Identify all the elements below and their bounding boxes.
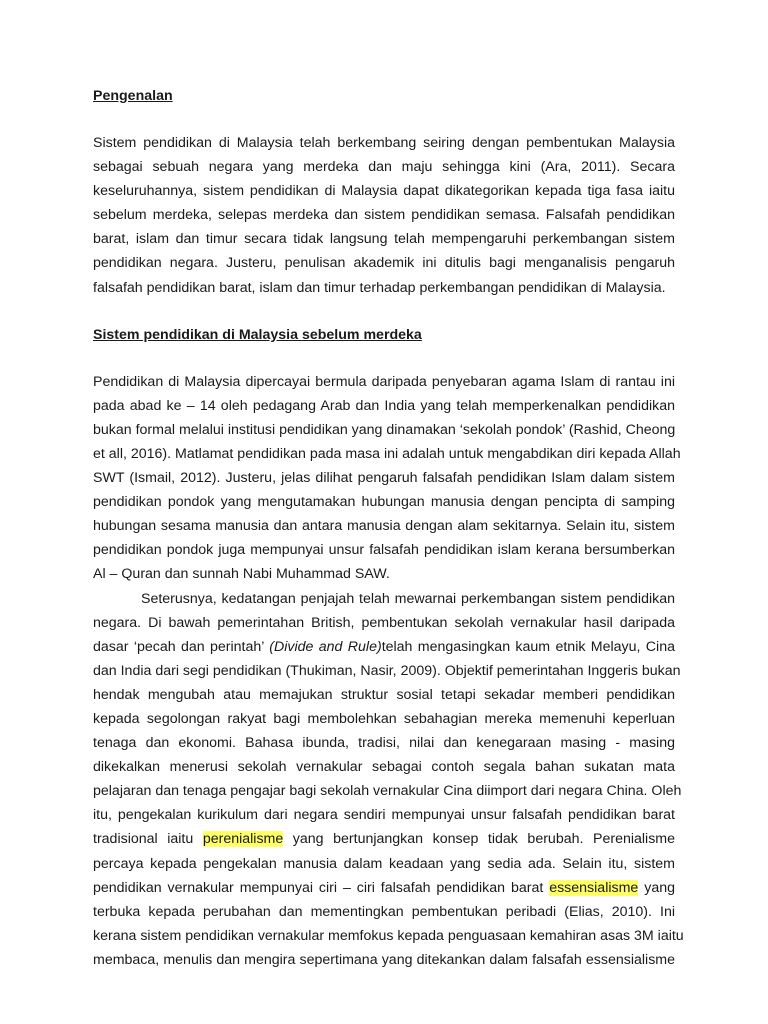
- text-line: Sistem pendidikan di Malaysia telah berkembang seiring dengan pembentukan Malaysia: [93, 135, 675, 151]
- paragraph-pondok: [93, 370, 681, 587]
- text-line: hubungan sesama manusia dan antara manusia dengan alam sekitarnya. Selain itu, sistem: [93, 518, 675, 535]
- paragraph-intro: [93, 131, 675, 300]
- text-line: Seterusnya, kedatangan penjajah telah mewarnai perkembangan sistem pendidikan: [141, 590, 675, 607]
- text-line: sebagai sebuah negara yang merdeka dan maju sehingga kini (Ara, 2011). Secara: [93, 159, 675, 176]
- text-line: terbuka kepada perubahan dan mementingkan pembentukan peribadi (Elias, 2010). Ini: [93, 903, 675, 920]
- text-line: pendidikan pondok juga mempunyai unsur falsafah pendidikan islam kerana bersumberkan: [93, 542, 675, 559]
- text-line: hendak mengubah atau memajukan struktur sosial tetapi sekadar memberi pendidikan: [93, 686, 675, 703]
- text-line: dikekalkan menerusi sekolah vernakular sebagai contoh segala bahan sukatan mata: [93, 759, 675, 776]
- text-line: itu, pengekalan kurikulum dari negara sendiri mempunyai unsur falsafah pendidikan barat: [93, 807, 675, 824]
- text-span: pendidikan vernakular mempunyai ciri – ciri falsafah pendidikan barat: [93, 879, 550, 896]
- text-line: Pendidikan di Malaysia dipercayai bermula daripada penyebaran agama Islam di rantau ini: [93, 373, 675, 390]
- text-line: kerana sistem pendidikan vernakular memfokus kepada penguasaan kemahiran asas 3M iaitu: [93, 927, 684, 944]
- heading-pengenalan: Pengenalan: [93, 88, 173, 104]
- text-line: tenaga dan ekonomi. Bahasa ibunda, tradisi, nilai dan kenegaraan masing - masing: [93, 735, 675, 752]
- text-line: pendidikan pondok yang mengutamakan hubungan manusia dengan pencipta di samping: [93, 494, 675, 511]
- text-span: dasar ‘pecah dan perintah’: [93, 638, 270, 655]
- highlighted-term-essensialisme: essensialisme: [549, 879, 639, 896]
- text-line: SWT (Ismail, 2012). Justeru, jelas dilihat pengaruh falsafah pendidikan Islam dalam sistem: [93, 470, 675, 487]
- text-line: keseluruhannya, sistem pendidikan di Malaysia dapat dikategorikan kepada tiga fasa iaitu: [93, 183, 675, 200]
- text-line: membaca, menulis dan mengira sepertimana yang ditekankan dalam falsafah essensialisme: [93, 951, 675, 968]
- text-span: telah mengasingkan kaum etnik Melayu, Cina: [381, 638, 675, 655]
- text-line: negara. Di bawah pemerintahan British, pembentukan sekolah vernakular hasil daripada: [93, 614, 675, 631]
- text-line: sebelum merdeka, selepas merdeka dan sistem pendidikan semasa. Falsafah pendidikan: [93, 207, 675, 224]
- text-line: barat, islam dan timur secara tidak langsung telah mempengaruhi perkembangan sistem: [93, 231, 675, 248]
- text-line: [93, 876, 675, 900]
- heading-sebelum-merdeka: Sistem pendidikan di Malaysia sebelum merdeka: [93, 326, 422, 343]
- text-line: Al – Quran dan sunnah Nabi Muhammad SAW.: [93, 566, 390, 583]
- text-line: falsafah pendidikan barat, islam dan timur terhadap perkembangan pendidikan di Malaysia.: [93, 279, 666, 296]
- text-span: yang: [638, 879, 675, 896]
- text-line: dan India dari segi pendidikan (Thukiman, Nasir, 2009). Objektif pemerintahan Inggeris bukan: [93, 662, 681, 679]
- text-line: pelajaran dan tenaga pengajar bagi sekolah vernakular Cina diimport dari negara China. Oleh: [93, 783, 682, 800]
- text-line: pada abad ke – 14 oleh pedagang Arab dan India yang telah memperkenalkan pendidikan: [93, 397, 675, 414]
- text-span: yang bertunjangkan konsep tidak berubah. Perenialisme: [283, 831, 675, 848]
- text-span: tradisional iaitu: [93, 831, 203, 848]
- text-line: [93, 827, 675, 851]
- italic-term: (Divide and Rule): [269, 638, 382, 655]
- text-line: bukan formal melalui institusi pendidikan yang dinamakan ‘sekolah pondok’ (Rashid, Cheong: [93, 421, 676, 438]
- text-line: kepada segolongan rakyat bagi membolehkan sebahagian mereka memenuhi keperluan: [93, 710, 675, 727]
- highlighted-term-perenialisme: perenialisme: [202, 831, 284, 848]
- paragraph-vernakular: [93, 587, 684, 973]
- text-line: pendidikan negara. Justeru, penulisan akademik ini ditulis bagi menganalisis pengaruh: [93, 255, 675, 272]
- text-line: percaya kepada pengekalan manusia dalam keadaan yang sedia ada. Selain itu, sistem: [93, 855, 675, 872]
- text-line: et all, 2016). Matlamat pendidikan pada masa ini adalah untuk mengabdikan diri kepada Allah: [93, 445, 681, 462]
- text-line: [93, 635, 675, 659]
